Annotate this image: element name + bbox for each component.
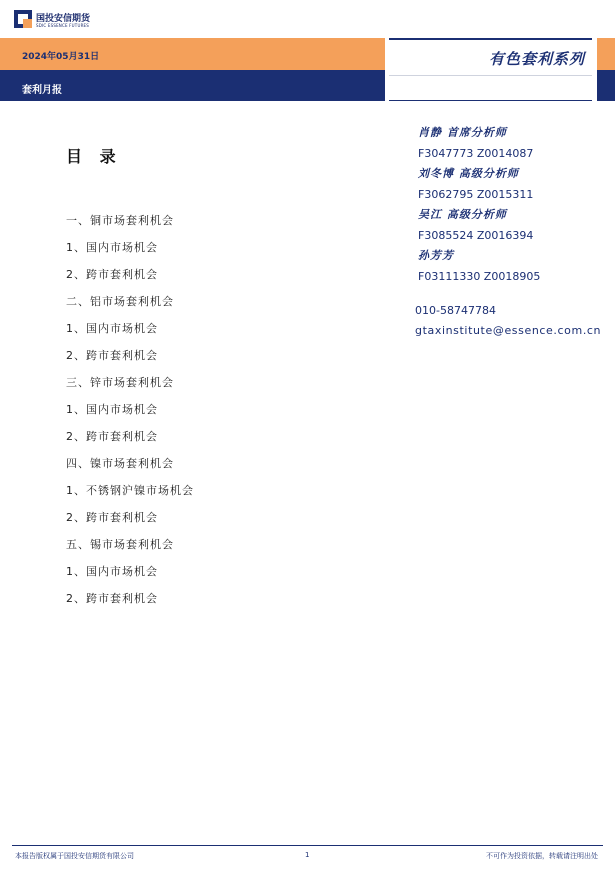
analyst-ids: F03111330 Z0018905 [418, 269, 541, 283]
analyst-name: 孙芳芳 [418, 249, 454, 262]
toc-item[interactable]: 1、国内市场机会 [66, 241, 158, 254]
toc-item[interactable]: 一、铜市场套利机会 [66, 214, 174, 227]
page-number: 1 [305, 851, 310, 859]
toc-item[interactable]: 2、跨市套利机会 [66, 268, 158, 281]
report-date: 2024年05月31日 [22, 52, 100, 62]
toc-item[interactable]: 五、锡市场套利机会 [66, 538, 174, 551]
series-rule-mid [389, 75, 592, 76]
footer-divider [12, 845, 603, 846]
edge-navy-band [597, 70, 615, 101]
edge-orange-band [597, 38, 615, 70]
toc-item[interactable]: 2、跨市套利机会 [66, 349, 158, 362]
analyst-ids: F3062795 Z0015311 [418, 187, 534, 201]
toc-item[interactable]: 1、不锈钢沪镍市场机会 [66, 484, 194, 497]
report-type: 套利月报 [22, 85, 62, 96]
toc-item[interactable]: 1、国内市场机会 [66, 322, 158, 335]
footer-disclaimer: 不可作为投资依据，转载请注明出处 [486, 852, 598, 860]
analyst-list [418, 125, 540, 289]
toc-title: 目 录 [66, 147, 122, 166]
analyst-name: 刘冬博 高级分析师 [418, 167, 519, 180]
analyst-ids: F3085524 Z0016394 [418, 228, 534, 242]
analyst-name: 肖静 首席分析师 [418, 126, 507, 139]
analyst-name: 吴江 高级分析师 [418, 208, 507, 221]
toc-item[interactable]: 三、锌市场套利机会 [66, 376, 174, 389]
toc-item[interactable]: 四、镍市场套利机会 [66, 457, 174, 470]
series-rule-top [389, 38, 592, 40]
analyst-ids: F3047773 Z0014087 [418, 146, 534, 160]
toc-item[interactable]: 2、跨市套利机会 [66, 511, 158, 524]
toc-item[interactable]: 1、国内市场机会 [66, 565, 158, 578]
toc-item[interactable]: 二、铝市场套利机会 [66, 295, 174, 308]
logo-name-cn: 国投安信期货 [36, 14, 91, 24]
contact-phone: 010-58747784 [415, 304, 496, 317]
toc-item[interactable]: 2、跨市套利机会 [66, 430, 158, 443]
series-rule-bottom [389, 100, 592, 101]
contact-email-link[interactable]: gtaxinstitute@essence.com.cn [415, 324, 602, 337]
toc-item[interactable]: 1、国内市场机会 [66, 403, 158, 416]
footer-copyright: 本报告版权属于国投安信期货有限公司 [15, 852, 134, 860]
series-title: 有色套利系列 [488, 50, 585, 68]
company-logo [14, 10, 104, 32]
toc-item[interactable]: 2、跨市套利机会 [66, 592, 158, 605]
toc-list [66, 213, 194, 618]
logo-name-en: SDIC ESSENCE FUTURES [36, 23, 90, 28]
logo-mark-icon [14, 10, 32, 28]
